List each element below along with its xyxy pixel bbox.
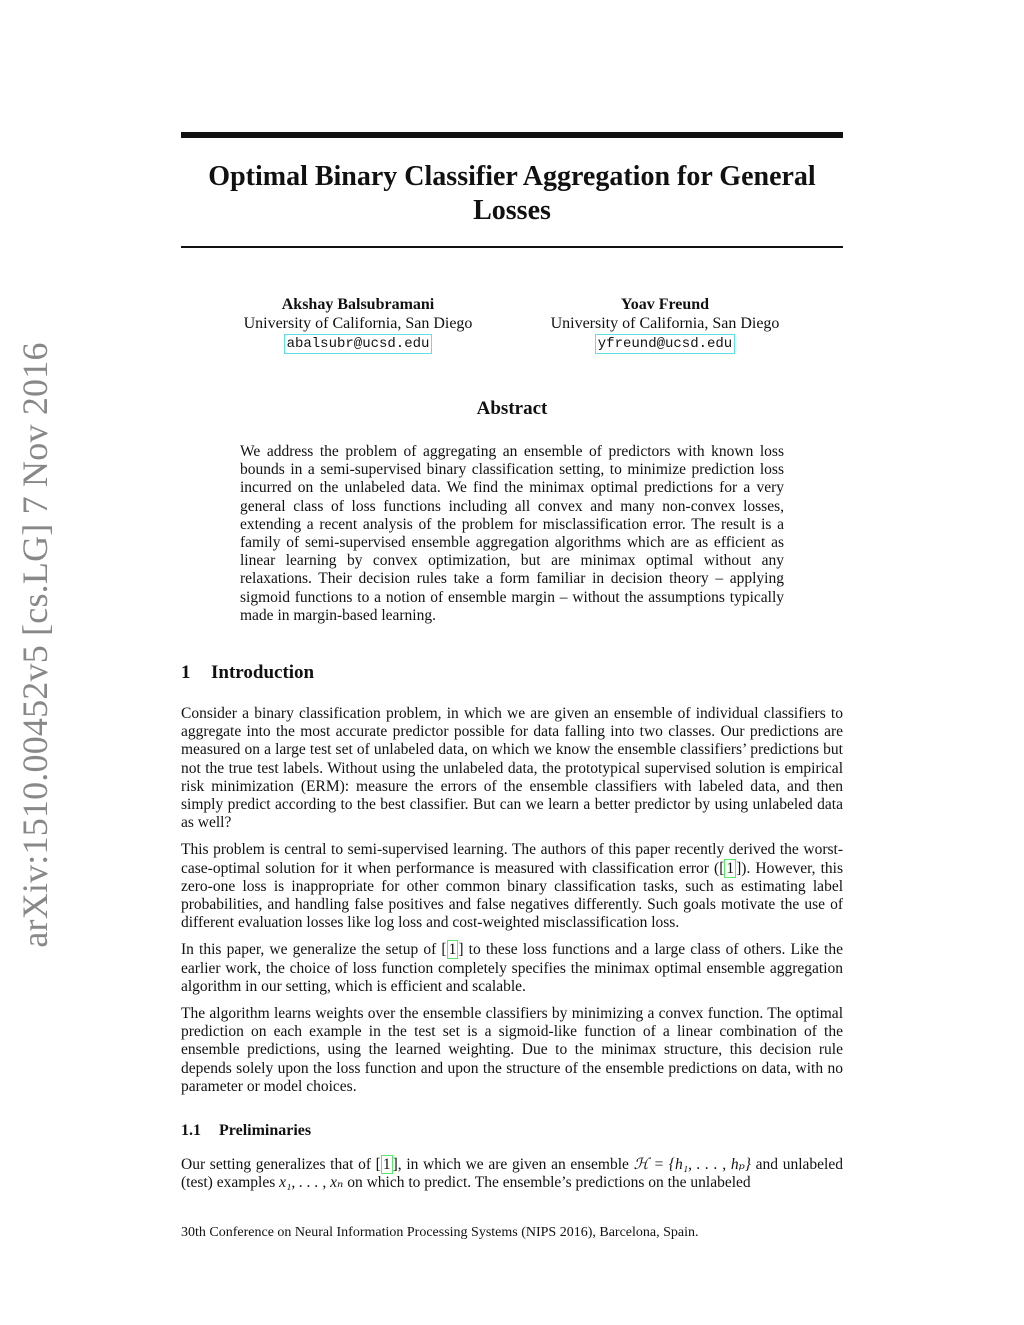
abstract-heading: Abstract [476,398,548,419]
intro-paragraph-3 [181,941,843,996]
subsection-number: 1.1 [181,1122,201,1139]
text-run: ], in which we are given an ensemble [392,1156,634,1173]
text-run: In this paper, we generalize the setup of [ [181,941,447,959]
math-examples: x₁, . . . , xₙ [279,1174,344,1192]
author-affiliation: University of California, San Diego [243,315,473,332]
author-affiliation: University of California, San Diego [550,315,780,332]
title-bottom-rule [181,246,843,248]
section-title: Introduction [211,662,315,683]
subsection-title: Preliminaries [219,1122,312,1139]
author-name: Akshay Balsubramani [281,296,435,313]
math-ensemble: ℋ = {h₁, . . . , hₚ} [633,1156,751,1173]
citation-link[interactable]: 1 [382,1156,391,1173]
title-top-rule [181,132,843,138]
citation-link[interactable]: 1 [448,941,457,959]
intro-paragraph-4: The algorithm learns weights over the ensemble classifiers by minimizing a convex function. The optimal prediction on each example in the test set is a sigmoid-like function of a linear combination of the ensemble predictions, using the learned weighting. Due to the minimax structure, this decision rule depends solely upon the loss function and upon the structure of the ensemble predictions on data, with no parameter or model choices. [181,1005,843,1095]
text-run: Our setting generalizes that of [ [181,1156,381,1173]
section-heading-introduction [181,662,314,684]
arxiv-side-stamp: arXiv:1510.00452v5 [cs.LG] 7 Nov 2016 [15,342,55,948]
section-number: 1 [181,662,191,683]
abstract-text: We address the problem of aggregating an ensemble of predictors with known loss bounds in a semi-supervised binary classification setting, to minimize prediction loss incurred on the unlabeled data. We find the minimax optimal predictions for a very general class of loss functions including all convex and many non-convex losses, extending a recent analysis of the problem for misclassification error. The result is a family of semi-supervised ensemble aggregation algorithms which are as efficient as linear learning by convex optimization, but are minimax optimal without any relaxations. Their decision rules take a form familiar in decision theory – applying sigmoid functions to a notion of ensemble margin – without the assumptions typically made in margin-based learning. [240,443,784,624]
text-run: ] to these loss functions and a large class of others. Like the earlier work, the choice of loss function completely specifies the minimax optimal ensemble aggregation algorithm in our setting, which is efficient and scalable. [181,941,843,995]
author-block-2 [535,295,795,354]
citation-link[interactable]: 1 [726,859,735,877]
preliminaries-body [181,1156,843,1192]
introduction-body [181,705,843,1105]
intro-paragraph-1: Consider a binary classification problem, in which we are given an ensemble of individual classifiers to aggregate into the most accurate predictor possible for data falling into two classes. Our predictions are measured on a large test set of unlabeled data, on which we know the ensemble classifiers’ predictions but not the true test labels. Without using the unlabeled data, the prototypical supervised solution is empirical risk minimization (ERM): measure the errors of the ensemble classifiers with labeled data, and then simply predict according to the best classifier. But can we learn a better predictor by using unlabeled data as well? [181,705,843,832]
text-run: This problem is central to semi-supervised learning. The authors of this paper recently derived the worst-case-optimal solution for it when performance is measured with classification error ([ [181,841,843,877]
author-name: Yoav Freund [620,296,710,313]
text-run: and unlabeled (test) examples [181,1156,843,1192]
author-email-link[interactable]: yfreund@ucsd.edu [595,334,735,354]
intro-paragraph-2 [181,841,843,932]
paper-title: Optimal Binary Classifier Aggregation for General Losses [208,161,816,226]
author-email-link[interactable]: abalsubr@ucsd.edu [284,334,433,354]
conference-footnote: 30th Conference on Neural Information Processing Systems (NIPS 2016), Barcelona, Spain. [181,1225,699,1240]
author-block-1 [228,295,488,354]
text-run: ]). However, this zero-one loss is inappropriate for other common binary classification tasks, such as estimating label probabilities, and handling false positives and false negatives differently. Such goals motivate the use of different evaluation losses like log loss and cost-weighted misclassification loss. [181,859,843,932]
text-run: on which to predict. The ensemble’s predictions on the unlabeled [343,1174,751,1192]
subsection-heading-preliminaries [181,1122,311,1140]
